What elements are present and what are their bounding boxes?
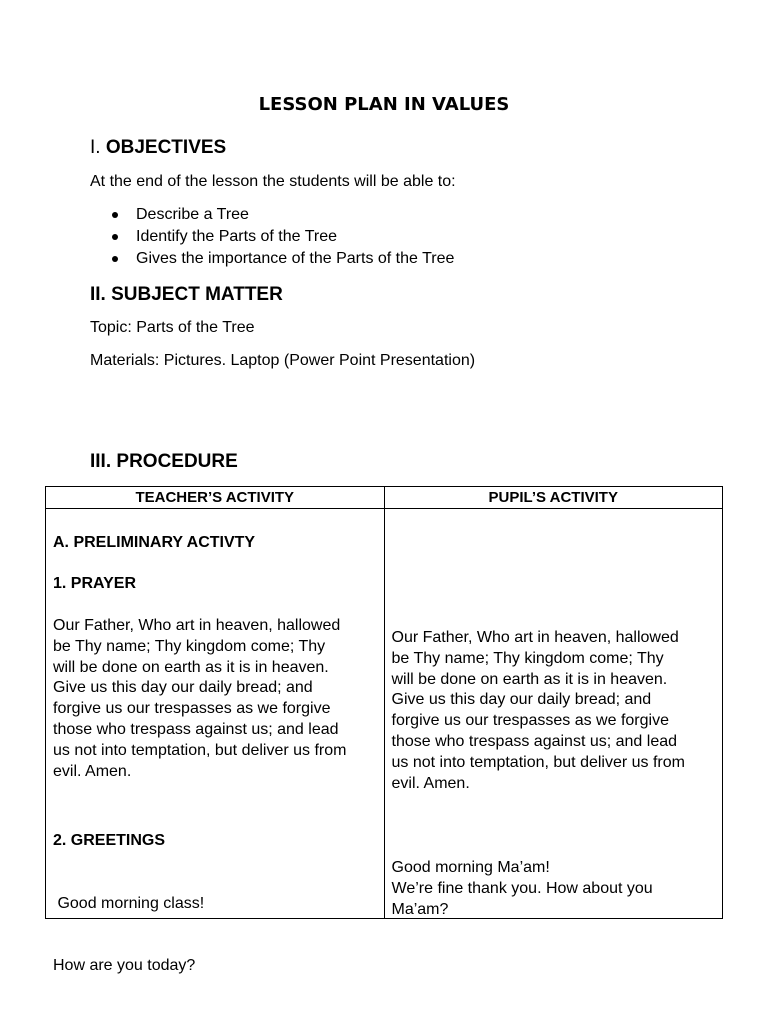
text-line: evil. Amen. [53, 762, 132, 780]
pupil-activity-cell [384, 509, 723, 919]
objectives-heading-text: OBJECTIVES [105, 137, 227, 158]
pupil-greetings-text [392, 858, 717, 920]
list-item [108, 248, 454, 270]
objectives-heading [90, 137, 226, 159]
procedure-table [45, 486, 723, 974]
text-line: will be done on earth as it is in heaven. [391, 670, 668, 688]
objectives-number: I. [90, 137, 101, 158]
text-line: be Thy name; Thy kingdom come; Thy [391, 649, 664, 667]
topic-line: Topic: Parts of the Tree [90, 319, 255, 336]
bullet-icon [112, 212, 118, 218]
text-line: those who trespass against us; and lead [53, 720, 339, 738]
text-line: Ma’am? [391, 900, 449, 918]
teacher-greetings-text [53, 852, 378, 1018]
text-line: We’re fine thank you. How about you [391, 879, 653, 897]
bullet-icon [112, 234, 118, 240]
preliminary-heading: A. PRELIMINARY ACTIVTY [53, 534, 256, 551]
subject-matter-heading: II. SUBJECT MATTER [90, 284, 283, 305]
list-item-text: Describe a Tree [136, 206, 249, 223]
text-line: us not into temptation, but deliver us from [391, 753, 685, 771]
text-line: Our Father, Who art in heaven, hallowed [53, 617, 341, 634]
list-item [108, 204, 454, 226]
document-title: LESSON PLAN IN VALUES [258, 94, 510, 115]
teacher-activity-cell [46, 509, 385, 974]
text-line: Give us this day our daily bread; and [53, 679, 313, 697]
objectives-list [108, 204, 454, 270]
list-item [108, 226, 454, 248]
text-line: Give us this day our daily bread; and [391, 691, 652, 709]
greetings-heading: 2. GREETINGS [53, 832, 166, 849]
text-line: be Thy name; Thy kingdom come; Thy [53, 637, 326, 655]
table-row [46, 509, 723, 919]
materials-line: Materials: Pictures. Laptop (Power Point Presentation) [90, 352, 476, 369]
list-item-text: Gives the importance of the Parts of the Tree [136, 250, 455, 267]
text-line: us not into temptation, but deliver us from [53, 741, 347, 759]
text-line: evil. Amen. [391, 774, 470, 792]
text-line: those who trespass against us; and lead [391, 732, 678, 750]
objectives-intro: At the end of the lesson the students will be able to: [90, 173, 456, 190]
table-header-row [46, 487, 723, 509]
bullet-icon [112, 256, 118, 262]
text-line: Good morning class! [53, 894, 205, 912]
list-item-text: Identify the Parts of the Tree [136, 228, 337, 245]
text-line: forgive us our trespasses as we forgive [53, 700, 331, 718]
text-line: forgive us our trespasses as we forgive [391, 712, 669, 730]
teacher-activity-header: TEACHER’S ACTIVITY [46, 487, 385, 509]
pupil-prayer-text [392, 628, 717, 794]
text-line: Good morning Ma’am! [391, 859, 550, 876]
procedure-heading: III. PROCEDURE [90, 451, 238, 472]
prayer-heading: 1. PRAYER [53, 575, 136, 592]
text-line: How are you today? [53, 956, 196, 974]
text-line: Our Father, Who art in heaven, hallowed [391, 629, 679, 646]
text-line: will be done on earth as it is in heaven. [53, 658, 329, 676]
pupil-activity-header: PUPIL’S ACTIVITY [384, 487, 723, 509]
teacher-prayer-text [53, 616, 378, 782]
